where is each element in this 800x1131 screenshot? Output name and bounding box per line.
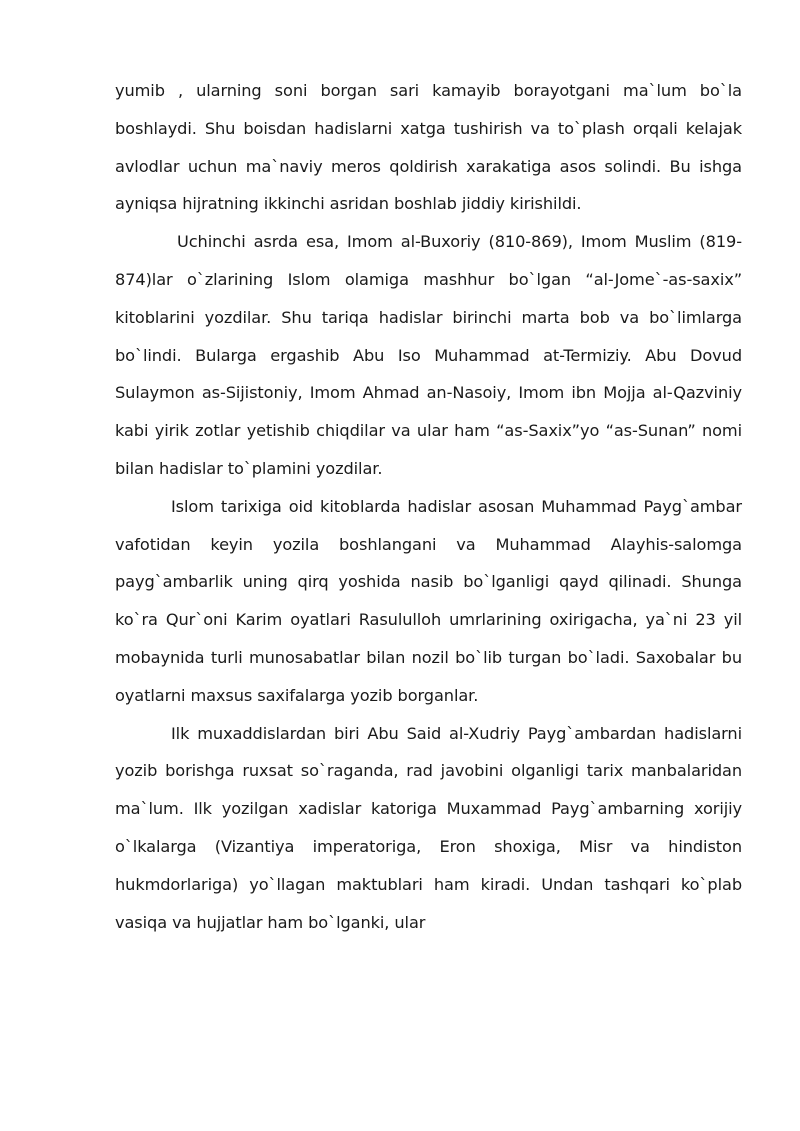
paragraph-1: yumib , ularning soni borgan sari kamayib borayotgani ma`lum bo`la boshlaydi. Shu boisdan hadislarni xatga tushirish va to`plash orqali kelajak avlodlar uchun ma`naviy meros qoldirish xarakatiga asos solindi. Bu ishga ayniqsa hijratning ikkinchi asridan boshlab jiddiy kirishildi. — [115, 81, 742, 214]
paragraph-4: Ilk muxaddislardan biri Abu Said al-Xudriy Payg`ambardan hadislarni yozib borishga ruxsat so`raganda, rad javobini olganligi tarix manbalaridan ma`lum. Ilk yozilgan xadislar katoriga Muxammad Payg`ambarning xorijiy o`lkalarga (Vizantiya imperatoriga, Eron shoxiga, Misr va hindiston hukmdorlariga) yo`llagan maktublari ham kiradi. Undan tashqari ko`plab vasiqa va hujjatlar ham bo`lganki, ular — [115, 723, 742, 932]
paragraph-2: Uchinchi asrda esa, Imom al-Buxoriy (810-869), Imom Muslim (819-874)lar o`zlarining Islom olamiga mashhur bo`lgan “al-Jome`-as-saxix” kitoblarini yozdilar. Shu tariqa hadislar birinchi marta bob va bo`limlarga bo`lindi. Bularga ergashib Abu Iso Muhammad at-Termiziy. Abu Dovud Sulaymon as-Sijistoniy, Imom Ahmad an-Nasoiy, Imom ibn Mojja al-Qazviniy kabi yirik zotlar yetishib chiqdilar va ular ham “as-Saxix”yo “as-Sunan” nomi bilan hadislar to`plamini yozdilar. — [115, 232, 742, 478]
document-page — [115, 72, 742, 941]
paragraph-3: Islom tarixiga oid kitoblarda hadislar asosan Muhammad Payg`ambar vafotidan keyin yozila boshlangani va Muhammad Alayhis-salomga payg`ambarlik uning qirq yoshida nasib bo`lganligi qayd qilinadi. Shunga ko`ra Qur`oni Karim oyatlari Rasululloh umrlarining oxirigacha, ya`ni 23 yil mobaynida turli munosabatlar bilan nozil bo`lib turgan bo`ladi. Saxobalar bu oyatlarni maxsus saxifalarga yozib borganlar. — [115, 496, 742, 705]
